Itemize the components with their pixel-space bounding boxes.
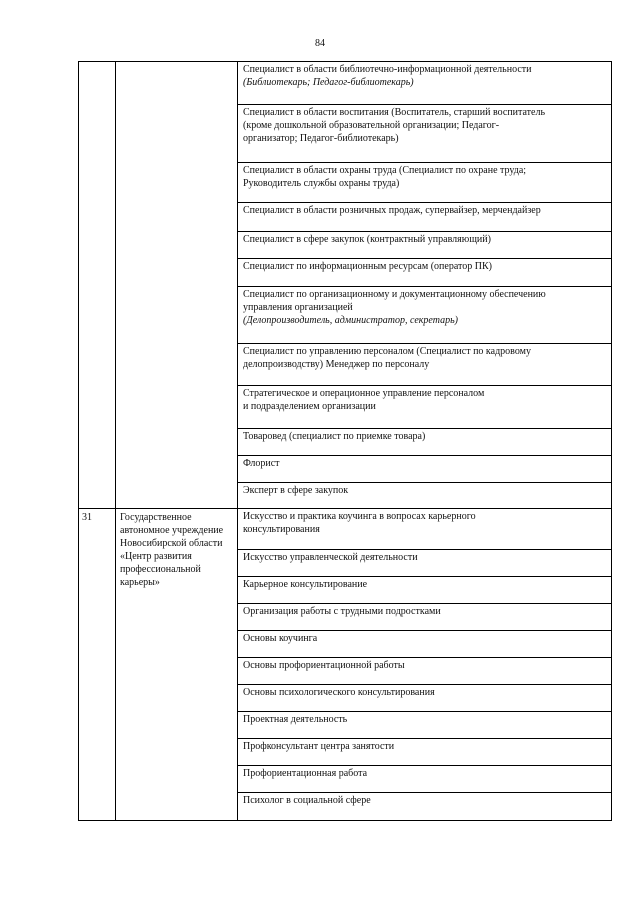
program-title: Специалист в области розничных продаж, супервайзер, мерчендайзер [243,205,541,216]
program-title: Специалист по организационному и документационному обеспечению управления организацией [243,289,546,313]
program-cell [238,657,611,684]
program-cell [238,455,611,482]
program-title: Организация работы с трудными подростками [243,606,441,617]
program-cell [238,385,611,428]
program-title: Специалист по управлению персоналом (Специалист по кадровому делопроизводству) Менеджер по персоналу [243,346,531,370]
table-block-31 [79,508,611,820]
program-cell [238,162,611,202]
program-cell [238,603,611,630]
program-title: Специалист по информационным ресурсам (оператор ПК) [243,261,492,272]
program-title: Проектная деятельность [243,714,348,725]
program-title: Основы профориентационной работы [243,660,405,671]
program-title: Специалист в области охраны труда (Специалист по охране труда; Руководитель службы охраны труда) [243,165,527,189]
program-title: Профконсультант центра занятости [243,741,395,752]
program-cell [238,104,611,162]
program-title: Эксперт в сфере закупок [243,485,349,496]
program-cell [238,202,611,231]
program-cell [238,231,611,258]
program-cell [238,765,611,792]
program-title: Психолог в социальной сфере [243,795,371,806]
program-title: Товаровед (специалист по приемке товара) [243,431,426,442]
program-title: Флорист [243,458,280,469]
table-block-continuation [79,61,611,508]
program-cell [238,509,611,549]
row-number-cell: 31 [79,509,116,820]
program-cell [238,62,611,104]
page-number: 84 [315,38,325,49]
program-note: (Делопроизводитель, администратор, секретарь) [243,315,458,326]
program-cell [238,576,611,603]
program-cell [238,738,611,765]
row-number-cell [79,62,116,508]
program-note: (Библиотекарь; Педагог-библиотекарь) [243,77,414,88]
program-title: Карьерное консультирование [243,579,368,590]
programs-table [78,61,612,821]
program-title: Специалист в области воспитания (Воспитатель, старший воспитатель (кроме дошкольной образовательной организации; Педагог- организатор; Педагог-библиотекарь) [243,107,546,144]
programs-column [238,509,611,820]
organization-cell [116,62,238,508]
program-cell [238,343,611,385]
program-title: Специалист в области библиотечно-информационной деятельности [243,64,532,75]
program-title: Искусство и практика коучинга в вопросах карьерного консультирования [243,511,476,535]
programs-column [238,62,611,508]
program-cell [238,711,611,738]
program-title: Стратегическое и операционное управление персоналом и подразделением организации [243,388,485,412]
organization-cell: Государственное автономное учреждение Новосибирской области «Центр развития профессиональной карьеры» [116,509,238,820]
program-title: Основы психологического консультирования [243,687,435,698]
program-cell [238,549,611,576]
program-cell [238,482,611,508]
program-cell [238,792,611,820]
program-cell [238,630,611,657]
program-cell [238,286,611,343]
program-title: Специалист в сфере закупок (контрактный управляющий) [243,234,491,245]
program-title: Искусство управленческой деятельности [243,552,418,563]
program-cell [238,684,611,711]
program-title: Профориентационная работа [243,768,368,779]
program-cell [238,258,611,286]
program-title: Основы коучинга [243,633,318,644]
program-cell [238,428,611,455]
